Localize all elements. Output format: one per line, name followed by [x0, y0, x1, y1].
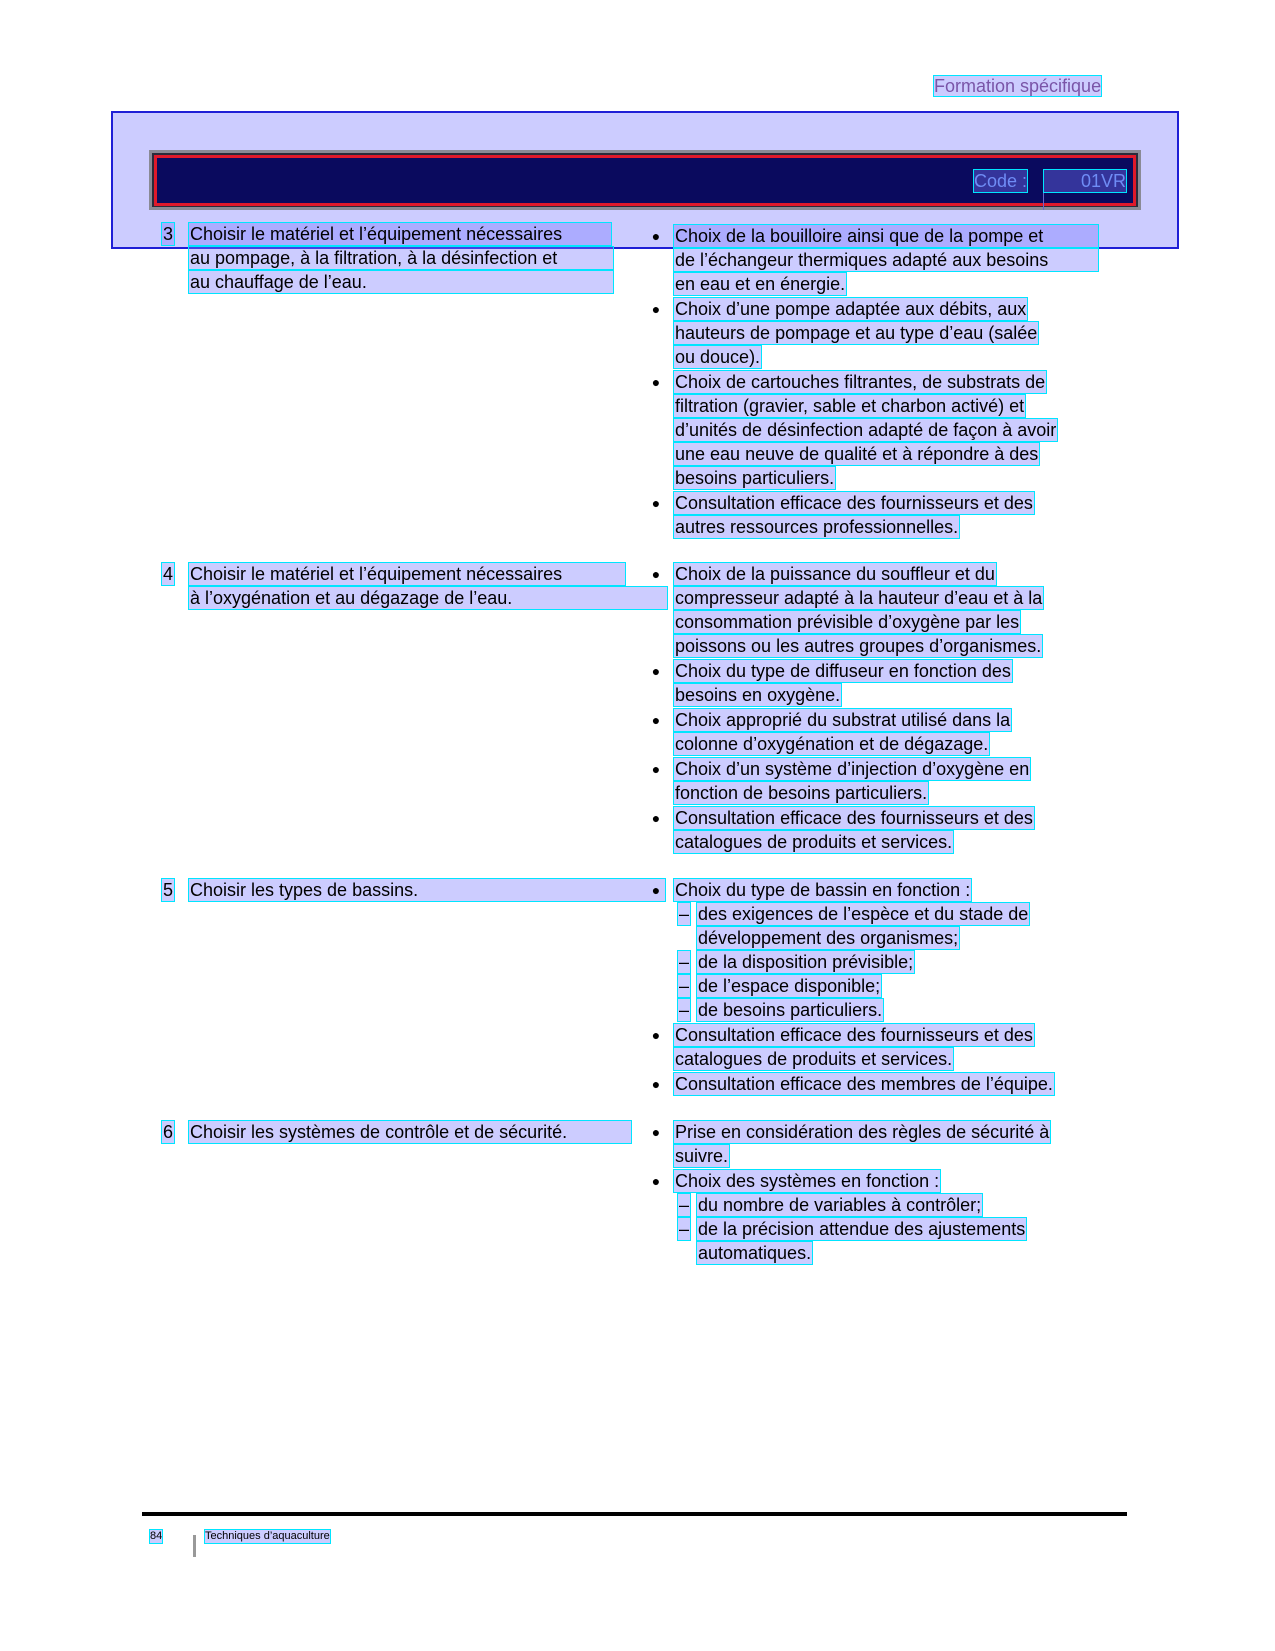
criterion-subline: des exigences de l’espèce et du stade de	[698, 904, 1029, 924]
bullet-icon: ●	[651, 374, 661, 390]
criterion-line: Choix d’un système d’injection d’oxygène en	[675, 759, 1030, 779]
bullet-icon: ●	[651, 1173, 661, 1189]
criterion-subline: automatiques.	[698, 1243, 812, 1263]
criterion-line: d’unités de désinfection adapté de façon à avoir	[675, 420, 1057, 440]
criterion-line: Prise en considération des règles de sécurité à	[675, 1122, 1050, 1142]
footer-document-title: Techniques d’aquaculture	[205, 1530, 330, 1542]
element-number: 5	[163, 880, 174, 900]
criterion-line: fonction de besoins particuliers.	[675, 783, 928, 803]
bullet-icon: ●	[651, 301, 661, 317]
dash-icon: –	[679, 1219, 690, 1239]
criterion-line: Choix d’une pompe adaptée aux débits, aux	[675, 299, 1027, 319]
criterion-line: Consultation efficace des fournisseurs et des	[675, 493, 1033, 513]
element-task-line: au pompage, à la filtration, à la désinfection et	[189, 247, 613, 269]
criterion-line: filtration (gravier, sable et charbon activé) et	[675, 396, 1025, 416]
criterion-line: Choix de la bouilloire ainsi que de la pompe et	[674, 225, 1098, 247]
bullet-icon: ●	[651, 566, 661, 582]
element-task-line: Choisir les systèmes de contrôle et de sécurité.	[189, 1121, 631, 1143]
criterion-line: de l’échangeur thermiques adapté aux besoins	[674, 249, 1098, 271]
criterion-subline: du nombre de variables à contrôler;	[698, 1195, 982, 1215]
element-task-line: Choisir le matériel et l’équipement nécessaires	[189, 563, 625, 585]
element-task-line: Choisir les types de bassins.	[189, 879, 665, 901]
criterion-subline: de l’espace disponible;	[698, 976, 881, 996]
bullet-icon: ●	[651, 761, 661, 777]
bullet-icon: ●	[651, 228, 661, 244]
criterion-line: colonne d’oxygénation et de dégazage.	[675, 734, 989, 754]
criterion-line: consommation prévisible d’oxygène par les	[675, 612, 1020, 632]
criterion-line: Choix du type de bassin en fonction :	[675, 880, 971, 900]
criterion-line: Consultation efficace des fournisseurs et des	[675, 1025, 1033, 1045]
criterion-line: Consultation efficace des fournisseurs et des	[675, 808, 1033, 828]
criterion-line: Choix approprié du substrat utilisé dans la	[675, 710, 1011, 730]
criterion-line: une eau neuve de qualité et à répondre à des	[675, 444, 1039, 464]
criterion-line: catalogues de produits et services.	[675, 832, 953, 852]
bullet-icon: ●	[651, 495, 661, 511]
criterion-subline: développement des organismes;	[698, 928, 959, 948]
criterion-line: besoins particuliers.	[675, 468, 835, 488]
criterion-subline: de la disposition prévisible;	[698, 952, 914, 972]
dash-icon: –	[679, 904, 690, 924]
footer-page-number: 84	[150, 1530, 163, 1542]
dash-icon: –	[679, 952, 690, 972]
element-task-line: à l’oxygénation et au dégazage de l’eau.	[189, 587, 667, 609]
element-number: 4	[163, 564, 174, 584]
criterion-line: Choix du type de diffuseur en fonction des	[675, 661, 1011, 681]
criterion-line: ou douce).	[675, 347, 761, 367]
footer-rule	[142, 1512, 1127, 1516]
criterion-line: Choix de la puissance du souffleur et du	[675, 564, 995, 584]
bullet-icon: ●	[651, 882, 661, 898]
element-task-line: Choisir le matériel et l’équipement nécessaires	[189, 223, 611, 245]
criterion-line: Consultation efficace des membres de l’équipe.	[675, 1074, 1053, 1094]
criterion-line: catalogues de produits et services.	[675, 1049, 953, 1069]
bullet-icon: ●	[651, 810, 661, 826]
criterion-line: Choix des systèmes en fonction :	[675, 1171, 940, 1191]
criterion-line: en eau et en énergie.	[675, 274, 846, 294]
criterion-line: Choix de cartouches filtrantes, de substrats de	[675, 372, 1046, 392]
criterion-line: compresseur adapté à la hauteur d’eau et à la	[675, 588, 1043, 608]
criterion-line: hauteurs de pompage et au type d’eau (salée	[675, 323, 1038, 343]
code-label: Code :	[974, 171, 1028, 191]
element-task-line: au chauffage de l’eau.	[189, 271, 613, 293]
criterion-line: besoins en oxygène.	[675, 685, 841, 705]
section-header-title: Formation spécifique	[934, 76, 1102, 96]
criterion-subline: de besoins particuliers.	[698, 1000, 883, 1020]
dash-icon: –	[679, 1195, 690, 1215]
bullet-icon: ●	[651, 712, 661, 728]
bullet-icon: ●	[651, 663, 661, 679]
bullet-icon: ●	[651, 1124, 661, 1140]
element-number: 6	[163, 1122, 174, 1142]
footer-separator	[193, 1535, 196, 1557]
bullet-icon: ●	[651, 1027, 661, 1043]
dash-icon: –	[679, 1000, 690, 1020]
criterion-subline: de la précision attendue des ajustements	[698, 1219, 1026, 1239]
criterion-line: suivre.	[675, 1146, 729, 1166]
bullet-icon: ●	[651, 1076, 661, 1092]
dash-icon: –	[679, 976, 690, 996]
criterion-line: autres ressources professionnelles.	[675, 517, 959, 537]
code-value: 01VR	[1044, 170, 1126, 192]
criterion-line: poissons ou les autres groupes d’organismes.	[675, 636, 1042, 656]
element-number: 3	[163, 224, 174, 244]
